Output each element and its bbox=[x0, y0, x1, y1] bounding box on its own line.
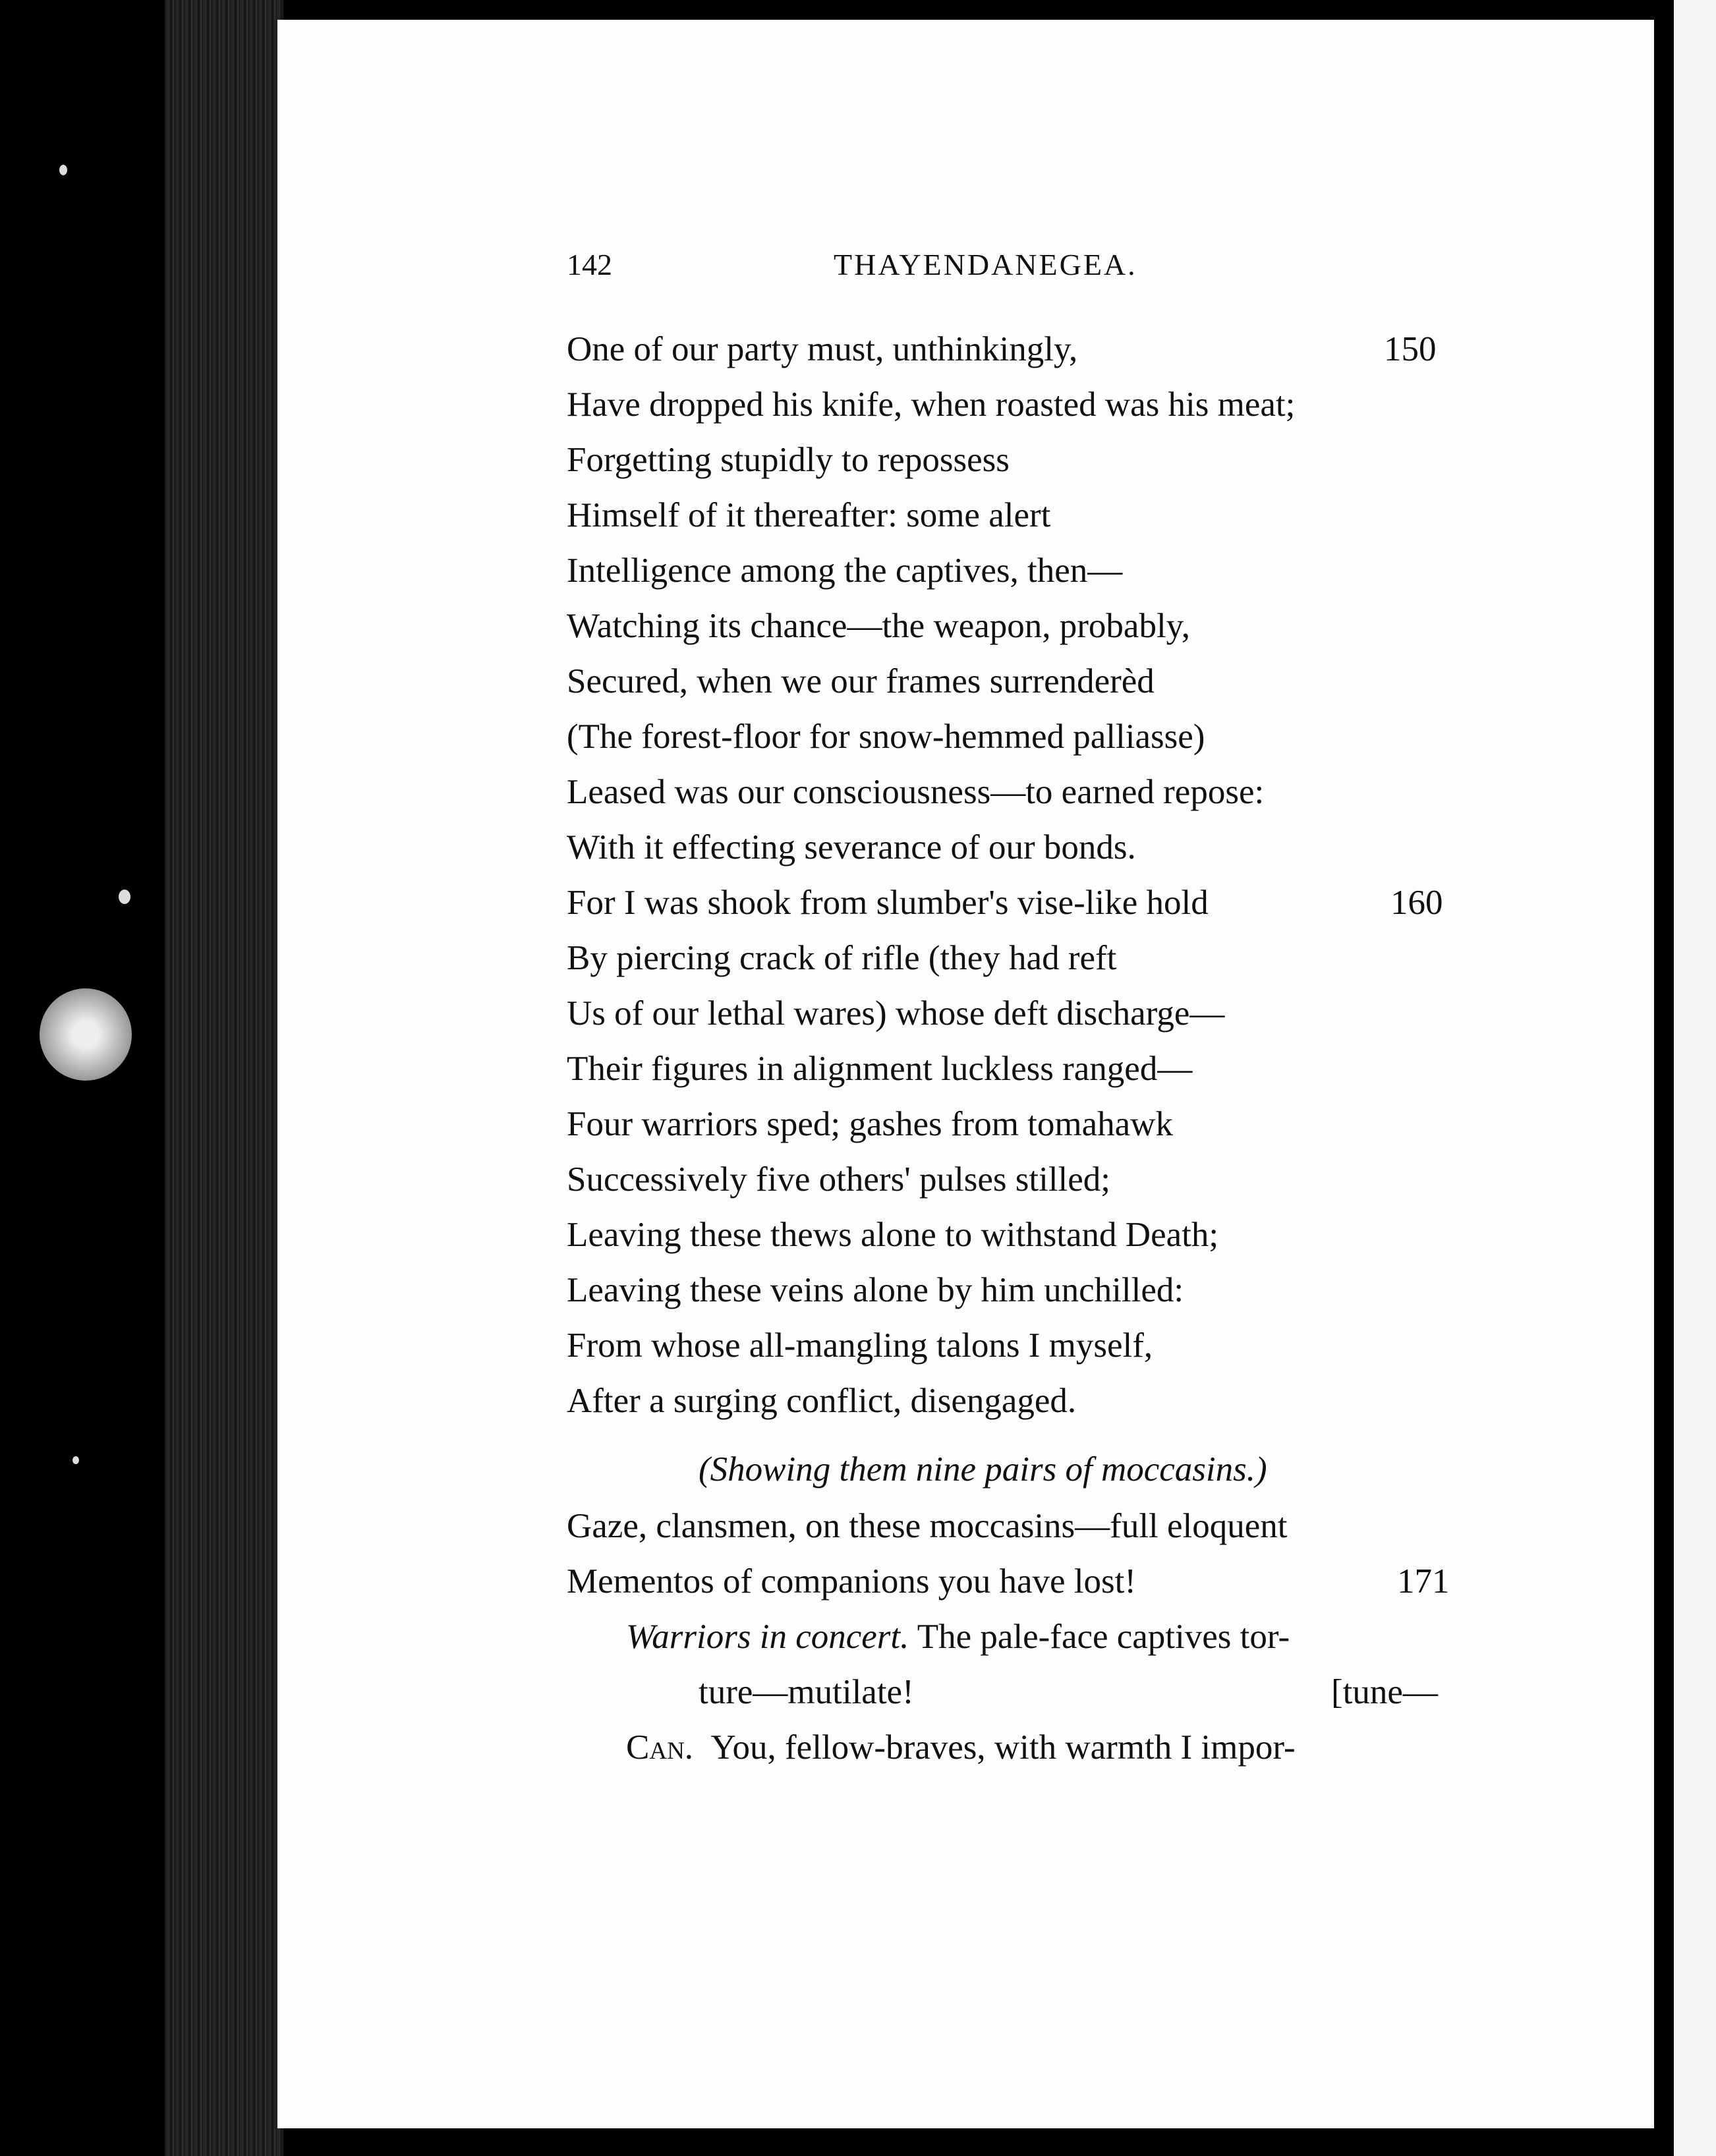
page-number: 142 bbox=[567, 248, 612, 281]
verse-line: Himself of it thereafter: some alert bbox=[567, 496, 1051, 534]
speaker-name: Can. bbox=[626, 1728, 694, 1767]
right-page-margin bbox=[1674, 0, 1716, 2156]
verse-line: Us of our lethal wares) whose deft discharge— bbox=[567, 994, 1225, 1033]
speaker-name: Warriors in concert. bbox=[626, 1618, 909, 1656]
scan-speck bbox=[59, 165, 67, 175]
verse-line: Have dropped his knife, when roasted was his meat; bbox=[567, 385, 1296, 424]
speech-continuation: ture—mutilate! bbox=[699, 1673, 914, 1711]
verse-line: Their figures in alignment luckless ranged— bbox=[567, 1050, 1193, 1088]
verse-line: (The forest-floor for snow-hemmed palliasse) bbox=[567, 718, 1205, 756]
line-number: 150 bbox=[1384, 330, 1437, 368]
verse-line: Forgetting stupidly to repossess bbox=[567, 441, 1010, 479]
verse-line: Leaving these veins alone by him unchilled: bbox=[567, 1271, 1184, 1309]
line-number: 171 bbox=[1397, 1562, 1450, 1601]
scan-speck bbox=[119, 890, 130, 904]
chorus-speech bbox=[626, 1617, 1290, 1657]
book-page-edges bbox=[165, 0, 283, 2156]
verse-line: Mementos of companions you have lost! bbox=[567, 1562, 1137, 1601]
verse-line: Leased was our consciousness—to earned repose: bbox=[567, 773, 1265, 811]
can-speech bbox=[626, 1728, 1296, 1767]
verse-line: Gaze, clansmen, on these moccasins—full eloquent bbox=[567, 1507, 1288, 1545]
verse-line: Four warriors sped; gashes from tomahawk bbox=[567, 1105, 1173, 1143]
verse-line: By piercing crack of rifle (they had reft bbox=[567, 939, 1117, 977]
scan-artifact-blob bbox=[40, 988, 132, 1081]
verse-line: Leaving these thews alone to withstand Death; bbox=[567, 1216, 1219, 1254]
verse-line: Watching its chance—the weapon, probably, bbox=[567, 607, 1190, 645]
verse-line: From whose all-mangling talons I myself, bbox=[567, 1326, 1153, 1365]
verse-line: Secured, when we our frames surrenderèd bbox=[567, 662, 1155, 700]
verse-line: Intelligence among the captives, then— bbox=[567, 552, 1123, 590]
verse-line: Successively five others' pulses stilled; bbox=[567, 1160, 1111, 1199]
verse-line: For I was shook from slumber's vise-like hold bbox=[567, 884, 1209, 922]
line-number: 160 bbox=[1390, 884, 1443, 922]
verse-line: After a surging conflict, disengaged. bbox=[567, 1382, 1077, 1420]
speech-text: The pale-face captives tor- bbox=[917, 1618, 1290, 1656]
scan-speck bbox=[72, 1456, 79, 1464]
turnover-bracket: [tune— bbox=[1331, 1673, 1438, 1711]
verse-line: With it effecting severance of our bonds. bbox=[567, 828, 1136, 866]
verse-line: One of our party must, unthinkingly, bbox=[567, 330, 1078, 368]
running-title: THAYENDANEGEA. bbox=[834, 248, 1137, 281]
speech-text: You, fellow-braves, with warmth I impor- bbox=[710, 1728, 1296, 1767]
stage-direction: (Showing them nine pairs of moccasins.) bbox=[699, 1450, 1267, 1489]
